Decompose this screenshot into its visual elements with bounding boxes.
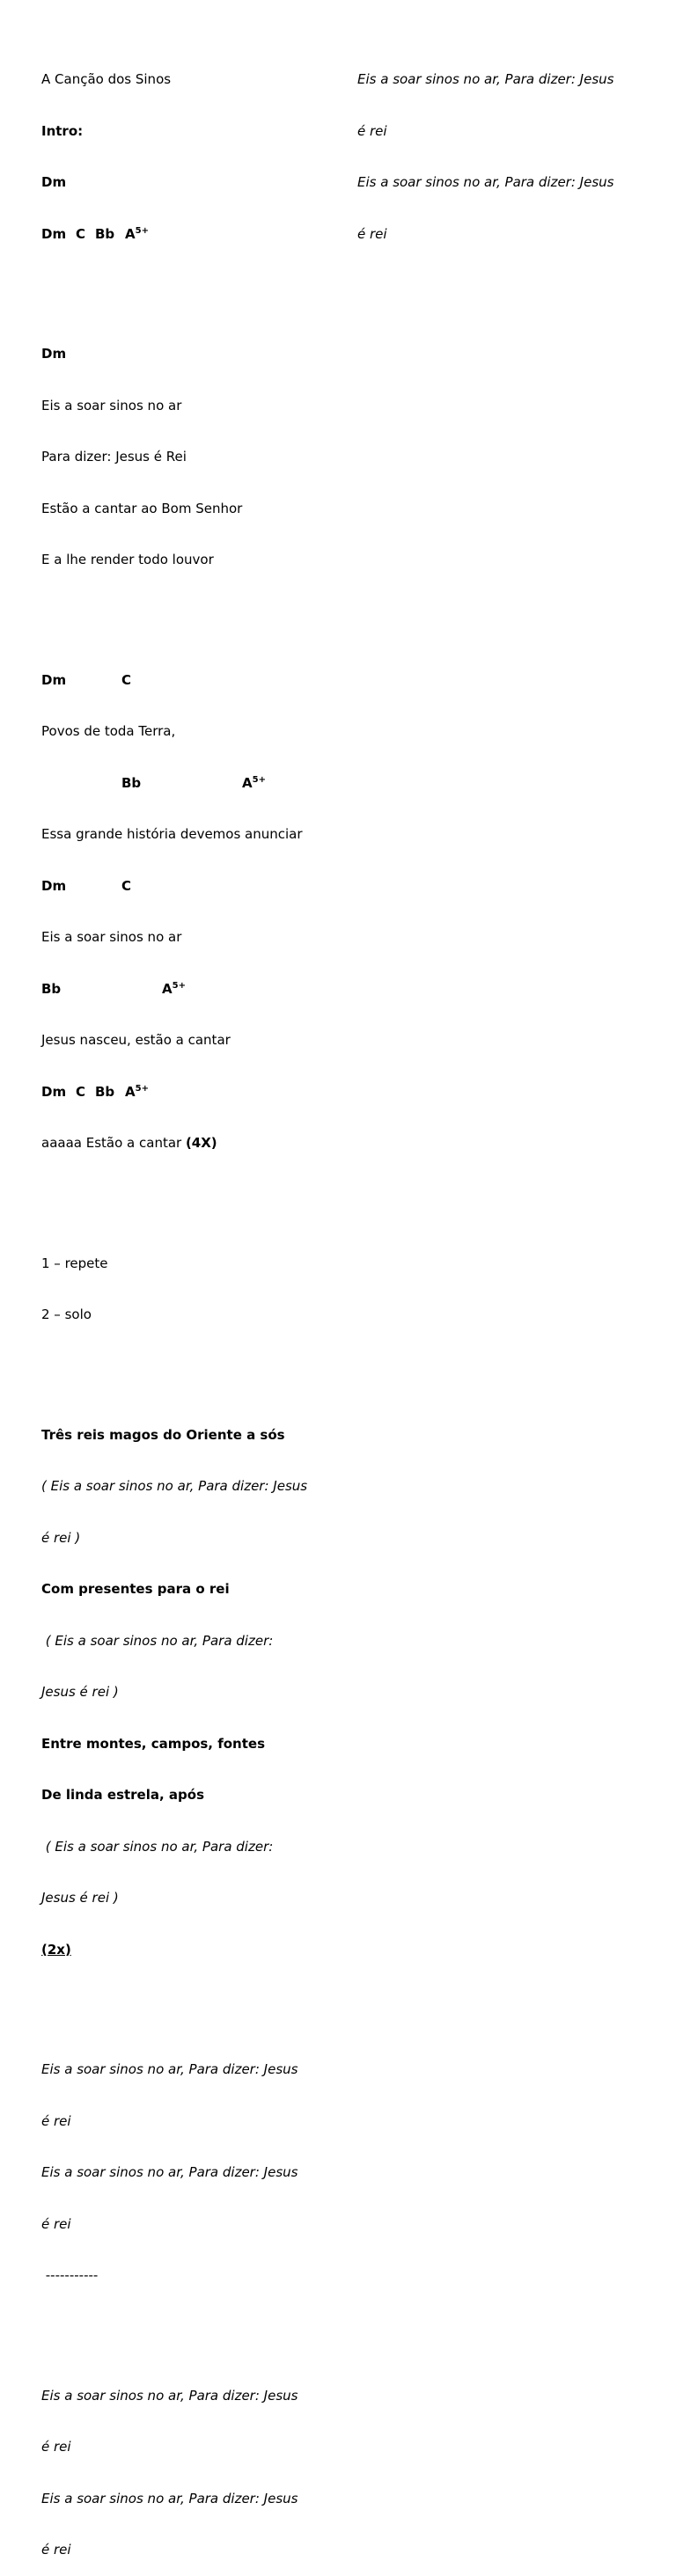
lyric-line: Jesus nasceu, estão a cantar [41, 1032, 231, 1048]
lyric-line: E a lhe render todo louvor [41, 552, 214, 567]
refrain-line: é rei [357, 225, 387, 242]
lyric-line: Três reis magos do Oriente a sós [41, 1426, 285, 1443]
right-column [357, 37, 639, 260]
repeat-count: (4X) [185, 1135, 217, 1151]
left-column [41, 37, 332, 2576]
chord-c: C [121, 671, 132, 688]
refrain-line: Eis a soar sinos no ar, Para dizer: Jesus [41, 2061, 298, 2077]
lyric-line: Para dizer: Jesus é Rei [41, 449, 187, 465]
response-line: ( Eis a soar sinos no ar, Para dizer: [41, 1632, 274, 1649]
refrain-line: é rei [41, 2215, 71, 2232]
response-line: Jesus é rei ) [41, 1890, 119, 1906]
refrain-line: é rei [41, 2112, 71, 2129]
chord-dm: Dm [41, 225, 67, 242]
lyric-line: Eis a soar sinos no ar [41, 397, 182, 413]
refrain-line: Eis a soar sinos no ar, Para dizer: Jesus [41, 2490, 298, 2506]
refrain-line: é rei [41, 2542, 71, 2558]
chord-row [41, 878, 332, 896]
note-line: 2 – solo [41, 1306, 92, 1322]
chord-c: C [76, 1083, 86, 1100]
refrain-line: é rei [357, 122, 387, 139]
lyric-line: Essa grande história devemos anunciar [41, 826, 303, 842]
chord-a: $A^{5+}$ [162, 980, 186, 997]
chord-bb: Bb [95, 1083, 115, 1100]
intro-chord-row [41, 226, 332, 244]
song-title: A Canção dos Sinos [41, 71, 172, 87]
chord-bb: Bb [95, 225, 115, 242]
response-line: ( Eis a soar sinos no ar, Para dizer: [41, 1838, 274, 1855]
chord-a: $A^{5+}$ [125, 1083, 149, 1100]
lyric-line: Povos de toda Terra, [41, 723, 176, 739]
lyric-line: Com presentes para o rei [41, 1581, 230, 1597]
lyric-line: De linda estrela, após [41, 1787, 205, 1803]
chord-a: $A^{5+}$ [125, 225, 149, 242]
chord-row [41, 1084, 332, 1101]
response-line: ( Eis a soar sinos no ar, Para dizer: Jesus [41, 1478, 308, 1494]
lyric-line: Entre montes, campos, fontes [41, 1735, 266, 1752]
refrain-line: é rei [41, 2439, 71, 2455]
note-line: 1 – repete [41, 1255, 108, 1271]
repeat-marker: (2x) [41, 1941, 71, 1958]
lyric-line: Eis a soar sinos no ar [41, 929, 182, 945]
chord-bb: Bb [121, 774, 142, 791]
chord-c: C [76, 225, 86, 242]
refrain-line: Eis a soar sinos no ar, Para dizer: Jesus [41, 2387, 298, 2404]
chord-row [41, 672, 332, 690]
refrain-line: Eis a soar sinos no ar, Para dizer: Jesus [357, 71, 614, 87]
chord-bb: Bb [41, 980, 62, 997]
response-line: Jesus é rei ) [41, 1684, 119, 1700]
refrain-line: Eis a soar sinos no ar, Para dizer: Jesus [357, 174, 614, 190]
chord-a: $A^{5+}$ [242, 774, 266, 791]
chord-c: C [121, 877, 132, 894]
chord-dm: Dm [41, 1083, 67, 1100]
divider: ----------- [41, 2267, 99, 2283]
chord-row [41, 775, 332, 793]
chord-dm: Dm [41, 877, 67, 894]
verse1-chord: Dm [41, 346, 67, 362]
intro-chord: Dm [41, 174, 67, 190]
chord-dm: Dm [41, 671, 67, 688]
chord-row [41, 981, 332, 999]
lyric-line: Estão a cantar ao Bom Senhor [41, 500, 243, 516]
lyric-line: aaaaa Estão a cantar (4X) [41, 1135, 217, 1151]
response-line: é rei ) [41, 1529, 81, 1546]
intro-label: Intro: [41, 122, 84, 139]
refrain-line: Eis a soar sinos no ar, Para dizer: Jesus [41, 2164, 298, 2180]
